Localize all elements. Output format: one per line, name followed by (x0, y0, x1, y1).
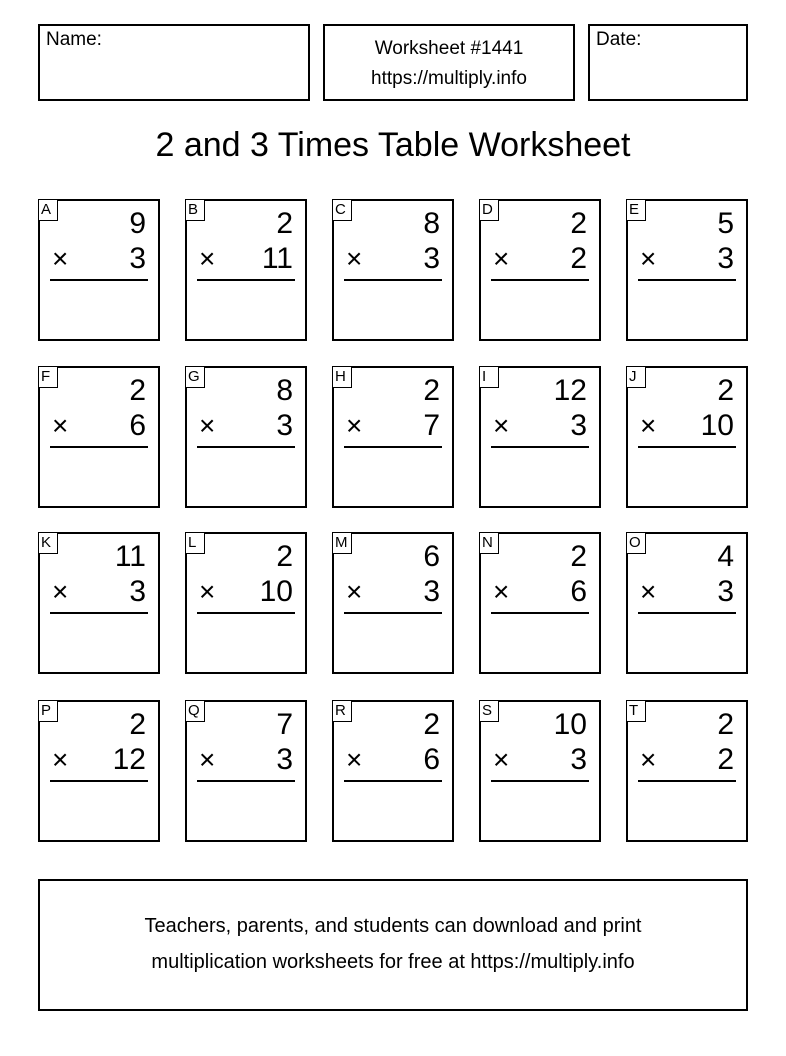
problem-letter: P (38, 700, 58, 722)
multiplier: 3 (570, 743, 587, 776)
problem-letter: C (332, 199, 352, 221)
times-sign: × (199, 243, 216, 274)
problem-letter: H (332, 366, 352, 388)
answer-line (638, 780, 736, 782)
multiplier: 3 (129, 575, 146, 608)
times-sign: × (346, 576, 363, 607)
multiplier: 3 (423, 242, 440, 275)
worksheet-url: https://multiply.info (371, 68, 527, 89)
problem-letter: K (38, 532, 58, 554)
date-label: Date: (596, 29, 642, 50)
problem-letter: B (185, 199, 205, 221)
multiplier: 6 (570, 575, 587, 608)
multiplicand: 2 (570, 207, 587, 240)
times-sign: × (199, 744, 216, 775)
times-sign: × (640, 576, 657, 607)
multiplicand: 2 (423, 708, 440, 741)
times-sign: × (493, 576, 510, 607)
answer-line (491, 612, 589, 614)
problem-card (185, 700, 307, 842)
multiplicand: 4 (717, 540, 734, 573)
multiplicand: 12 (553, 374, 587, 407)
problem-card (38, 532, 160, 674)
problem-letter: A (38, 199, 58, 221)
problem-card (332, 532, 454, 674)
multiplier: 3 (717, 242, 734, 275)
problem-card (479, 532, 601, 674)
answer-line (50, 780, 148, 782)
problem-card (626, 366, 748, 508)
answer-line (491, 780, 589, 782)
problem-letter: L (185, 532, 205, 554)
answer-line (197, 446, 295, 448)
times-sign: × (199, 576, 216, 607)
problem-card (479, 366, 601, 508)
multiplicand: 8 (276, 374, 293, 407)
multiplier: 3 (423, 575, 440, 608)
problem-letter: N (479, 532, 499, 554)
multiplier: 3 (276, 743, 293, 776)
multiplicand: 2 (129, 374, 146, 407)
answer-line (344, 780, 442, 782)
multiplicand: 2 (570, 540, 587, 573)
times-sign: × (493, 744, 510, 775)
multiplier: 10 (259, 575, 293, 608)
times-sign: × (640, 243, 657, 274)
multiplicand: 6 (423, 540, 440, 573)
times-sign: × (199, 410, 216, 441)
multiplier: 2 (717, 743, 734, 776)
answer-line (50, 279, 148, 281)
problem-letter: Q (185, 700, 205, 722)
page-title: 2 and 3 Times Table Worksheet (155, 126, 631, 164)
multiplicand: 5 (717, 207, 734, 240)
times-sign: × (346, 410, 363, 441)
answer-line (197, 279, 295, 281)
problem-letter: D (479, 199, 499, 221)
multiplicand: 2 (717, 708, 734, 741)
problem-card (479, 700, 601, 842)
footer-line-1: Teachers, parents, and students can download and print (144, 915, 642, 937)
times-sign: × (52, 744, 69, 775)
multiplicand: 2 (423, 374, 440, 407)
answer-line (344, 612, 442, 614)
times-sign: × (493, 410, 510, 441)
answer-line (50, 612, 148, 614)
answer-line (197, 612, 295, 614)
multiplicand: 7 (276, 708, 293, 741)
problem-card (626, 532, 748, 674)
answer-line (344, 279, 442, 281)
problem-letter: T (626, 700, 646, 722)
problem-card (626, 199, 748, 341)
answer-line (50, 446, 148, 448)
answer-line (491, 279, 589, 281)
problem-card (479, 199, 601, 341)
multiplier: 10 (700, 409, 734, 442)
problem-card (332, 700, 454, 842)
problem-card (332, 199, 454, 341)
answer-line (491, 446, 589, 448)
multiplier: 2 (570, 242, 587, 275)
problem-letter: R (332, 700, 352, 722)
multiplicand: 8 (423, 207, 440, 240)
problem-card (185, 199, 307, 341)
multiplicand: 2 (717, 374, 734, 407)
problem-card (185, 366, 307, 508)
problem-letter: I (479, 366, 499, 388)
times-sign: × (52, 410, 69, 441)
multiplicand: 2 (276, 540, 293, 573)
multiplier: 3 (570, 409, 587, 442)
multiplicand: 2 (129, 708, 146, 741)
multiplicand: 9 (129, 207, 146, 240)
problem-letter: M (332, 532, 352, 554)
multiplier: 6 (423, 743, 440, 776)
problem-card (38, 700, 160, 842)
multiplier: 11 (261, 242, 293, 275)
answer-line (638, 612, 736, 614)
name-label: Name: (46, 29, 102, 50)
times-sign: × (52, 576, 69, 607)
answer-line (344, 446, 442, 448)
times-sign: × (52, 243, 69, 274)
multiplicand: 10 (553, 708, 587, 741)
multiplier: 12 (112, 743, 146, 776)
multiplier: 7 (423, 409, 440, 442)
times-sign: × (640, 744, 657, 775)
name-field[interactable] (38, 24, 310, 101)
problem-card (185, 532, 307, 674)
multiplicand: 2 (276, 207, 293, 240)
multiplier: 3 (129, 242, 146, 275)
problem-card (332, 366, 454, 508)
problem-card (38, 199, 160, 341)
problem-letter: S (479, 700, 499, 722)
multiplier: 6 (129, 409, 146, 442)
date-field[interactable] (588, 24, 748, 101)
worksheet-number: Worksheet #1441 (374, 38, 524, 59)
answer-line (638, 446, 736, 448)
problem-letter: E (626, 199, 646, 221)
worksheet-info-box (323, 24, 575, 101)
multiplier: 3 (276, 409, 293, 442)
problem-letter: G (185, 366, 205, 388)
times-sign: × (493, 243, 510, 274)
multiplier: 3 (717, 575, 734, 608)
problem-letter: J (626, 366, 646, 388)
multiplicand: 11 (114, 540, 146, 573)
problem-letter: O (626, 532, 646, 554)
answer-line (638, 279, 736, 281)
problem-letter: F (38, 366, 58, 388)
times-sign: × (346, 744, 363, 775)
footer-box (38, 879, 748, 1011)
times-sign: × (346, 243, 363, 274)
answer-line (197, 780, 295, 782)
problem-card (38, 366, 160, 508)
times-sign: × (640, 410, 657, 441)
footer-line-2: multiplication worksheets for free at https://multiply.info (151, 951, 635, 973)
problem-card (626, 700, 748, 842)
